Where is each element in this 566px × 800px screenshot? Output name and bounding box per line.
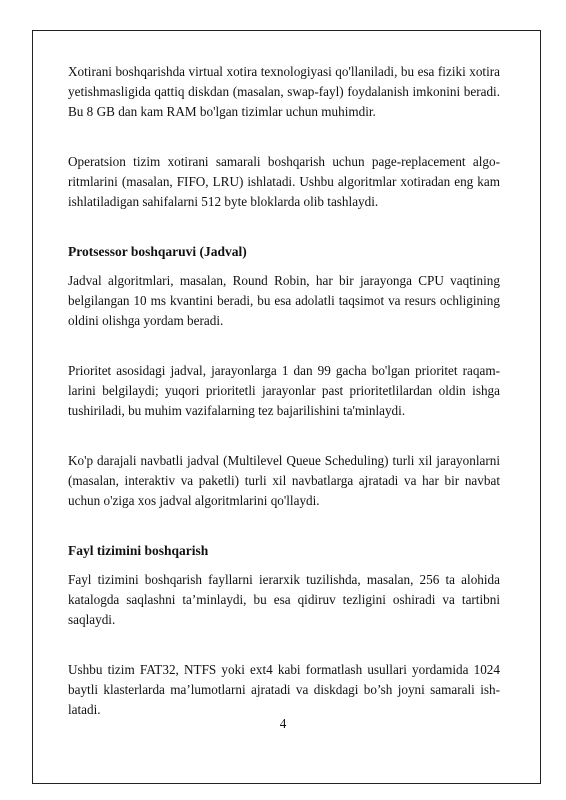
heading-processor-management: Protsessor boshqaruvi (Jadval) <box>68 244 247 259</box>
paragraph-priority-scheduling: Prioritet asosidagi jadval, jarayonlarga 1 dan 99 gacha bo'lgan prioritet raqamlarini belgilaydi; yuqori prioritetli jarayonlar past prioritetlilardan oldin ishga tushiriladi, bu muhim vazifalarning tez bajarilishini ta'minlaydi. <box>68 363 500 418</box>
paragraph-page-replacement: Operatsion tizim xotirani samarali boshqarish uchun page-replacement algoritmlarini (masalan, FIFO, LRU) ishlatadi. Ushbu algoritmlar xotiradan eng kam ishlatiladigan sahifalarni 512 byte bloklarda olib tashlaydi. <box>68 154 500 209</box>
paragraph-multilevel-queue: Ko'p darajali navbatli jadval (Multilevel Queue Scheduling) turli xil jarayonlarni (masalan, interaktiv va paketli) turli xil navbatlarga ajratadi va har bir navbat uchun o'ziga xos jadval algoritmlarini qo'llaydi. <box>68 453 500 508</box>
paragraph-round-robin: Jadval algoritmlari, masalan, Round Robin, har bir jarayonga CPU vaqtining belgilangan 10 ms kvantini beradi, bu esa adolatli taqsimot va resurs ochligining oldini olishga yordam beradi. <box>68 273 500 328</box>
heading-file-system-management: Fayl tizimini boshqarish <box>68 543 209 558</box>
paragraph-formatting-methods: Ushbu tizim FAT32, NTFS yoki ext4 kabi formatlash usullari yordamida 1024 baytli klasterlarda ma’lumotlarni ajratadi va diskdagi bo’sh joyni samarali ishlatadi. <box>68 662 500 717</box>
paragraph-file-hierarchy: Fayl tizimini boshqarish fayllarni ierarxik tuzilishda, masalan, 256 ta alohida katalogda saqlashni ta’minlaydi, bu esa qidiruv tezligini oshiradi va tartibni saqlaydi. <box>68 572 500 627</box>
paragraph-virtual-memory: Xotirani boshqarishda virtual xotira texnologiyasi qo'llaniladi, bu esa fiziki xotira yetishmasligida qattiq diskdan (masalan, swap-fayl) foydalanish imkonini beradi. Bu 8 GB dan kam RAM bo'lgan tizimlar uchun muhimdir. <box>68 64 500 119</box>
page-content <box>68 62 500 720</box>
page-number: 4 <box>279 716 287 731</box>
